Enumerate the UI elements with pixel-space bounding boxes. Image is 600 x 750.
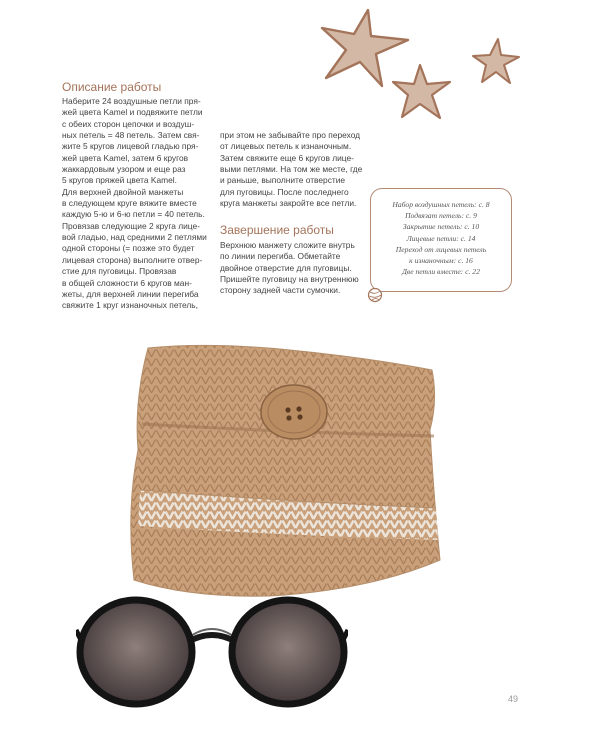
text-line: по линии перегиба. Обметайте — [220, 251, 341, 262]
text-line: 5 кругов пряжей цвета Kamel. — [62, 175, 177, 186]
reference-box — [370, 188, 512, 292]
reference-page: с. 14 — [460, 233, 476, 243]
text-line: лицевая сторона) выполните отвер- — [62, 254, 203, 265]
reference-item — [377, 210, 505, 221]
reference-item — [377, 233, 505, 244]
star-icon-small — [470, 36, 522, 88]
section-heading-description: Описание работы — [62, 80, 162, 94]
sunglasses-image — [76, 590, 348, 710]
text-line: от лицевых петель к изнаночным. — [220, 141, 352, 152]
text-line: выми петлями. На том же месте, где — [220, 164, 363, 175]
reference-page: с. 10 — [464, 222, 480, 232]
text-line: стие для пуговицы. Провязав — [62, 266, 177, 277]
text-line: Наберите 24 воздушные петли пря- — [62, 96, 201, 106]
text-line: жаккардовым узором и еще раз — [62, 164, 186, 175]
description-column-1 — [62, 96, 207, 312]
text-line: вой гладью, над средними 2 петлями — [62, 232, 207, 243]
text-line: ных петель = 48 петель. Затем свя- — [62, 130, 200, 141]
text-line: для пуговицы. После последнего — [220, 186, 349, 197]
reference-label: Закрытие петель: — [402, 222, 463, 232]
reference-label: Набор воздушных петель: — [392, 200, 477, 209]
text-line: Для верхней двойной манжеты — [62, 186, 184, 197]
wooden-button-icon — [258, 382, 330, 442]
reference-label: Две петли вместе: — [402, 267, 464, 277]
text-line: Верхнюю манжету сложите внутрь — [220, 240, 355, 250]
text-line: жеты, для верхней линии перегиба — [62, 288, 199, 299]
text-line: Затем свяжите еще 6 кругов лице- — [220, 152, 354, 163]
reference-item — [377, 266, 505, 277]
reference-item — [377, 221, 505, 232]
text-line: жей цвета Kamel, затем 6 кругов — [62, 152, 189, 163]
text-line: каждую 5-ю и 6-ю петли = 40 петель. — [62, 209, 205, 220]
text-line: свяжите 1 круг изнаночных петель, — [62, 300, 198, 311]
finishing-text — [220, 240, 359, 297]
section-heading-finishing: Завершение работы — [220, 223, 334, 237]
text-line: с обеих сторон цепочки и воздуш- — [62, 118, 195, 129]
text-line: жите 5 кругов лицевой гладью пря- — [62, 141, 199, 152]
reference-page: с. 16 — [458, 256, 473, 266]
page-number: 49 — [508, 694, 519, 704]
reference-label: к изнаночным: — [409, 256, 457, 266]
text-line: двойное отверстие для пуговицы. — [220, 262, 352, 273]
description-column-2 — [220, 130, 362, 209]
text-line: сторону задней части сумочки. — [220, 285, 341, 296]
reference-page: с. 22 — [465, 267, 480, 277]
reference-label: Подвязат петель: — [405, 211, 465, 221]
reference-label: Лицевые петли: — [406, 233, 459, 243]
text-line: жей цвета Kamel и подвяжите петли — [62, 107, 203, 118]
text-line: при этом не забывайте про переход — [220, 130, 361, 140]
text-line: круга манжеты закройте все петли. — [220, 198, 357, 209]
text-line: одной стороны (= позже это будет — [62, 243, 195, 254]
text-line: в общей сложности 6 кругов ман- — [62, 277, 192, 288]
reference-page: с. 9 — [465, 211, 477, 221]
text-line: Пришейте пуговицу на внутреннюю — [220, 274, 359, 285]
text-line: и раньше, выполните отверстие — [220, 175, 346, 186]
reference-page: с. 8 — [478, 200, 490, 209]
reference-item — [377, 199, 505, 210]
knitted-pouch-image — [120, 340, 450, 602]
text-line: в следующем круге вяжите вместе — [62, 198, 197, 209]
text-line: Провязав следующие 2 круга лице- — [62, 220, 200, 231]
reference-item — [377, 244, 505, 255]
star-icon-medium — [390, 62, 454, 122]
reference-item — [377, 255, 505, 266]
reference-label: Переход от лицевых петель — [395, 244, 487, 254]
yarn-ball-icon — [366, 286, 384, 304]
